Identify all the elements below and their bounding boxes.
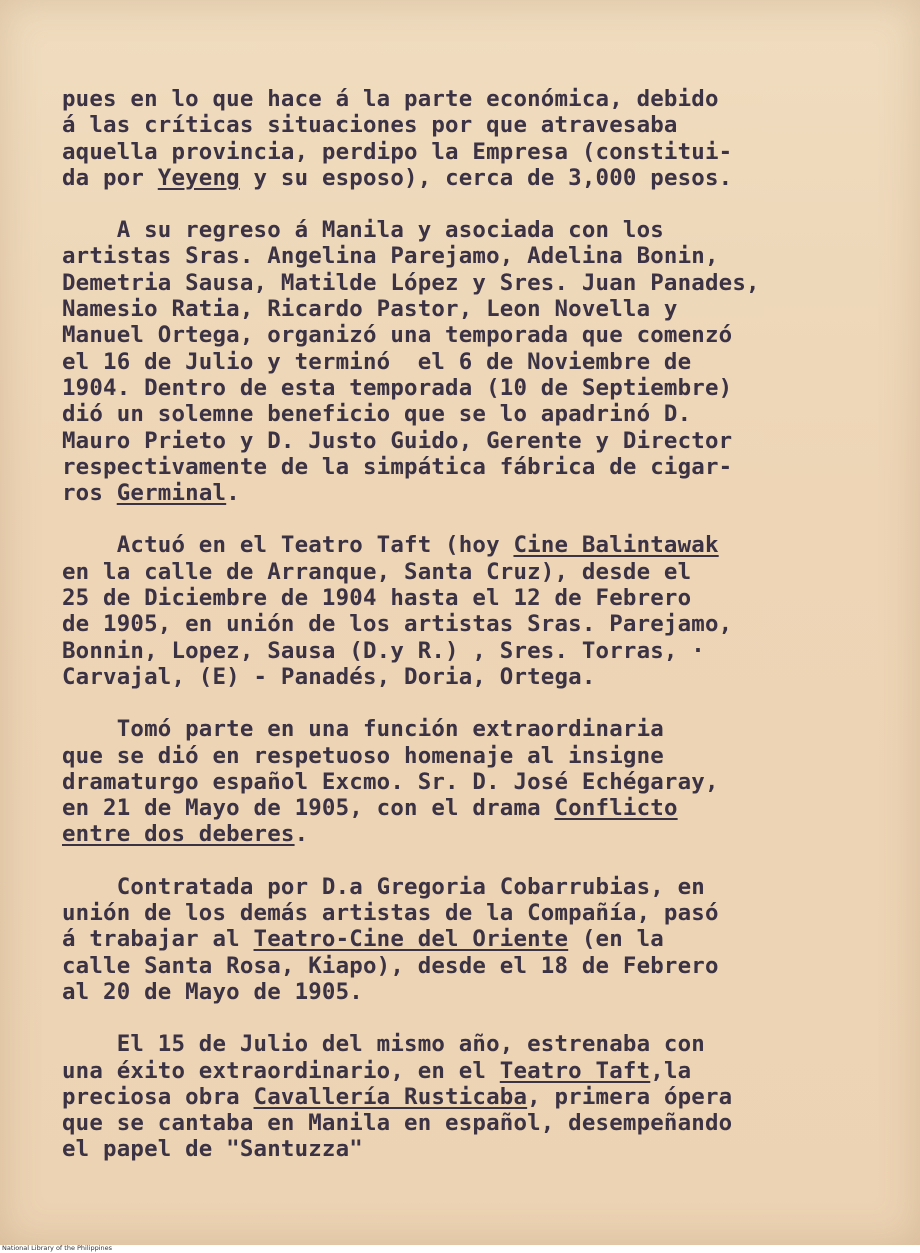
text-line: [62, 769, 872, 795]
text-line: [62, 217, 872, 243]
typewritten-text-body: [62, 86, 872, 1189]
text-line: [62, 1136, 872, 1162]
text-run: y su esposo), cerca de 3,000 pesos.: [239, 164, 733, 191]
text-run: dramaturgo español Excmo. Sr. D. José Echégaray,: [62, 768, 719, 795]
text-line: [62, 979, 872, 1005]
paragraph: [62, 532, 872, 690]
text-run: preciosa obra: [62, 1083, 254, 1110]
text-run: ,la: [650, 1057, 692, 1084]
text-line: [62, 926, 872, 952]
text-line: [62, 428, 872, 454]
text-line: [62, 638, 872, 664]
text-run: (en la: [568, 926, 664, 953]
text-run: da por: [62, 164, 158, 191]
text-line: [62, 821, 872, 847]
paragraph: [62, 1031, 872, 1162]
footer-bar: [0, 1245, 920, 1253]
text-run: Namesio Ratia, Ricardo Pastor, Leon Novella y: [62, 296, 678, 323]
text-run: una éxito extraordinario, en el: [62, 1057, 500, 1084]
text-run: que se cantaba en Manila en español, desempeñando: [62, 1110, 733, 1137]
text-line: [62, 322, 872, 348]
underlined-title: Yeyeng: [157, 164, 240, 191]
text-line: [62, 743, 872, 769]
text-line: [62, 401, 872, 427]
text-line: [62, 480, 872, 506]
text-run: El 15 de Julio del mismo año, estrenaba con: [62, 1031, 705, 1058]
text-run: en 21 de Mayo de 1905, con el drama: [62, 795, 555, 822]
text-line: [62, 664, 872, 690]
text-run: á las críticas situaciones por que atravesaba: [62, 112, 678, 139]
text-run: Contratada por D.a Gregoria Cobarrubias, en: [62, 873, 705, 900]
text-run: ros: [62, 480, 117, 507]
underlined-title: Teatro-Cine del Oriente: [253, 926, 569, 953]
text-run: al 20 de Mayo de 1905.: [62, 978, 363, 1005]
text-run: el papel de "Santuzza": [62, 1136, 363, 1163]
text-run: .: [294, 821, 309, 848]
footer-credit: National Library of the Philippines: [2, 1244, 113, 1252]
paragraph: [62, 86, 872, 191]
text-run: dió un solemne beneficio que se lo apadrinó D.: [62, 401, 692, 428]
text-run: calle Santa Rosa, Kiapo), desde el 18 de Febrero: [62, 952, 719, 979]
underlined-title: Cavallería Rusticaba: [253, 1083, 528, 1110]
text-run: que se dió en respetuoso homenaje al insigne: [62, 742, 664, 769]
text-run: Carvajal, (E) - Panadés, Doria, Ortega.: [62, 663, 596, 690]
text-line: [62, 86, 872, 112]
text-run: Bonnin, Lopez, Sausa (D.y R.) , Sres. Torras, ·: [62, 637, 705, 664]
text-line: [62, 454, 872, 480]
text-line: [62, 375, 872, 401]
text-line: [62, 1031, 872, 1057]
text-line: [62, 270, 872, 296]
text-run: artistas Sras. Angelina Parejamo, Adelina Bonin,: [62, 243, 719, 270]
text-run: respectivamente de la simpática fábrica de cigar-: [62, 453, 733, 480]
paragraph: [62, 874, 872, 1005]
text-line: [62, 165, 872, 191]
text-run: á trabajar al: [62, 926, 254, 953]
text-line: [62, 139, 872, 165]
text-run: Actuó en el Teatro Taft (hoy: [62, 532, 514, 559]
text-run: en la calle de Arranque, Santa Cruz), desde el: [62, 558, 692, 585]
text-run: unión de los demás artistas de la Compañía, pasó: [62, 900, 719, 927]
text-line: [62, 953, 872, 979]
text-run: 25 de Diciembre de 1904 hasta el 12 de Febrero: [62, 585, 692, 612]
text-line: [62, 349, 872, 375]
underlined-title: entre dos deberes: [62, 821, 295, 848]
text-line: [62, 112, 872, 138]
text-line: [62, 1110, 872, 1136]
text-line: [62, 611, 872, 637]
text-run: 1904. Dentro de esta temporada (10 de Septiembre): [62, 374, 733, 401]
text-run: Demetria Sausa, Matilde López y Sres. Juan Panades,: [62, 269, 760, 296]
text-line: [62, 1084, 872, 1110]
text-run: Mauro Prieto y D. Justo Guido, Gerente y Director: [62, 427, 733, 454]
underlined-title: Germinal: [116, 480, 227, 507]
text-line: [62, 716, 872, 742]
paragraph: [62, 217, 872, 506]
text-run: .: [226, 480, 240, 507]
text-run: Manuel Ortega, organizó una temporada que comenzó: [62, 322, 733, 349]
text-run: A su regreso á Manila y asociada con los: [62, 217, 664, 244]
text-line: [62, 1058, 872, 1084]
text-line: [62, 243, 872, 269]
text-line: [62, 296, 872, 322]
text-line: [62, 559, 872, 585]
text-run: el 16 de Julio y terminó el 6 de Noviembre de: [62, 348, 692, 375]
text-run: aquella provincia, perdipo la Empresa (constitui-: [62, 138, 733, 165]
underlined-title: Teatro Taft: [499, 1057, 651, 1084]
text-line: [62, 532, 872, 558]
paragraph: [62, 716, 872, 847]
text-line: [62, 795, 872, 821]
text-run: , primera ópera: [527, 1083, 733, 1110]
text-run: Tomó parte en una función extraordinaria: [62, 716, 664, 743]
text-line: [62, 585, 872, 611]
text-run: pues en lo que hace á la parte económica, debido: [62, 86, 719, 112]
text-line: [62, 900, 872, 926]
underlined-title: Cine Balintawak: [513, 532, 719, 559]
text-run: de 1905, en unión de los artistas Sras. Parejamo,: [62, 611, 733, 638]
underlined-title: Conflicto: [554, 795, 678, 822]
text-line: [62, 874, 872, 900]
